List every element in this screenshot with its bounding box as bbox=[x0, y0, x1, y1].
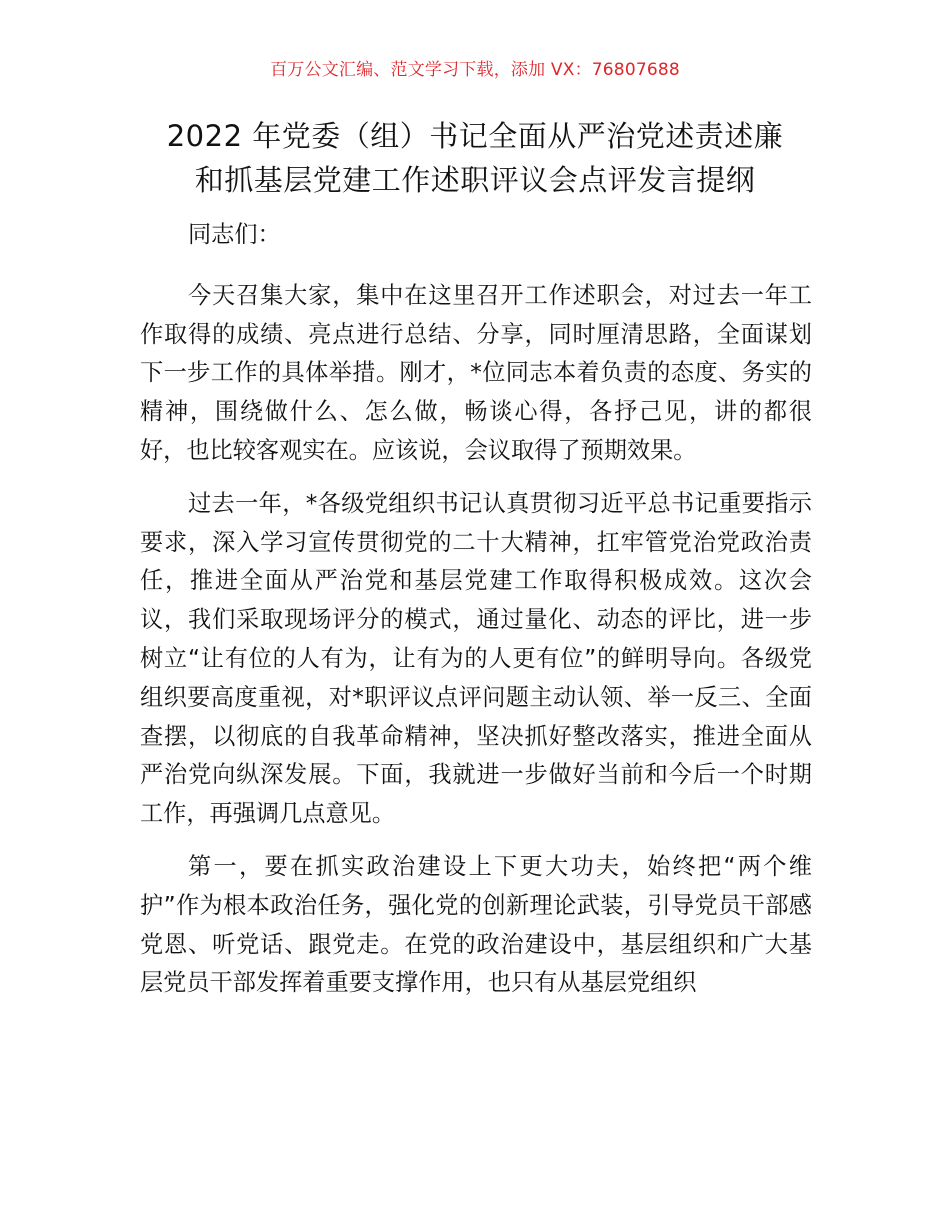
greeting: 同志们： bbox=[188, 221, 281, 248]
document-title bbox=[120, 114, 830, 202]
watermark-header: 百万公文汇编、范文学习下载，添加 VX：76807688 bbox=[270, 60, 680, 80]
title-line-2: 和抓基层党建工作述职评议会点评发言提纲 bbox=[194, 163, 756, 197]
document-body bbox=[140, 216, 812, 1017]
paragraph-1: 今天召集大家，集中在这里召开工作述职会，对过去一年工作取得的成绩、亮点进行总结、分享，同时厘清思路，全面谋划下一步工作的具体举措。刚才，*位同志本着负责的态度、务实的精神，围绕做什么、怎么做，畅谈心得，各抒己见，讲的都很好，也比较客观实在。应该说，会议取得了预期效果。 bbox=[140, 281, 812, 464]
paragraph-3: 第一，要在抓实政治建设上下更大功夫，始终把“两个维护”作为根本政治任务，强化党的创新理论武装，引导党员干部感党恩、听党话、跟党走。在党的政治建设中，基层组织和广大基层党员干部发挥着重要支撑作用，也只有从基层党组织 bbox=[140, 852, 812, 997]
title-line-1: 2022 年党委（组）书记全面从严治党述责述廉 bbox=[166, 119, 784, 153]
paragraph-2: 过去一年，*各级党组织书记认真贯彻习近平总书记重要指示要求，深入学习宣传贯彻党的二十大精神，扛牢管党治党政治责任，推进全面从严治党和基层党建工作取得积极成效。这次会议，我们采取现场评分的模式，通过量化、动态的评比，进一步树立“让有位的人有为，让有为的人更有位”的鲜明导向。各级党组织要高度重视，对*职评议点评问题主动认领、举一反三、全面查摆，以彻底的自我革命精神，坚决抓好整改落实，推进全面从严治党向纵深发展。下面，我就进一步做好当前和今后一个时期工作，再强调几点意见。 bbox=[140, 489, 812, 828]
